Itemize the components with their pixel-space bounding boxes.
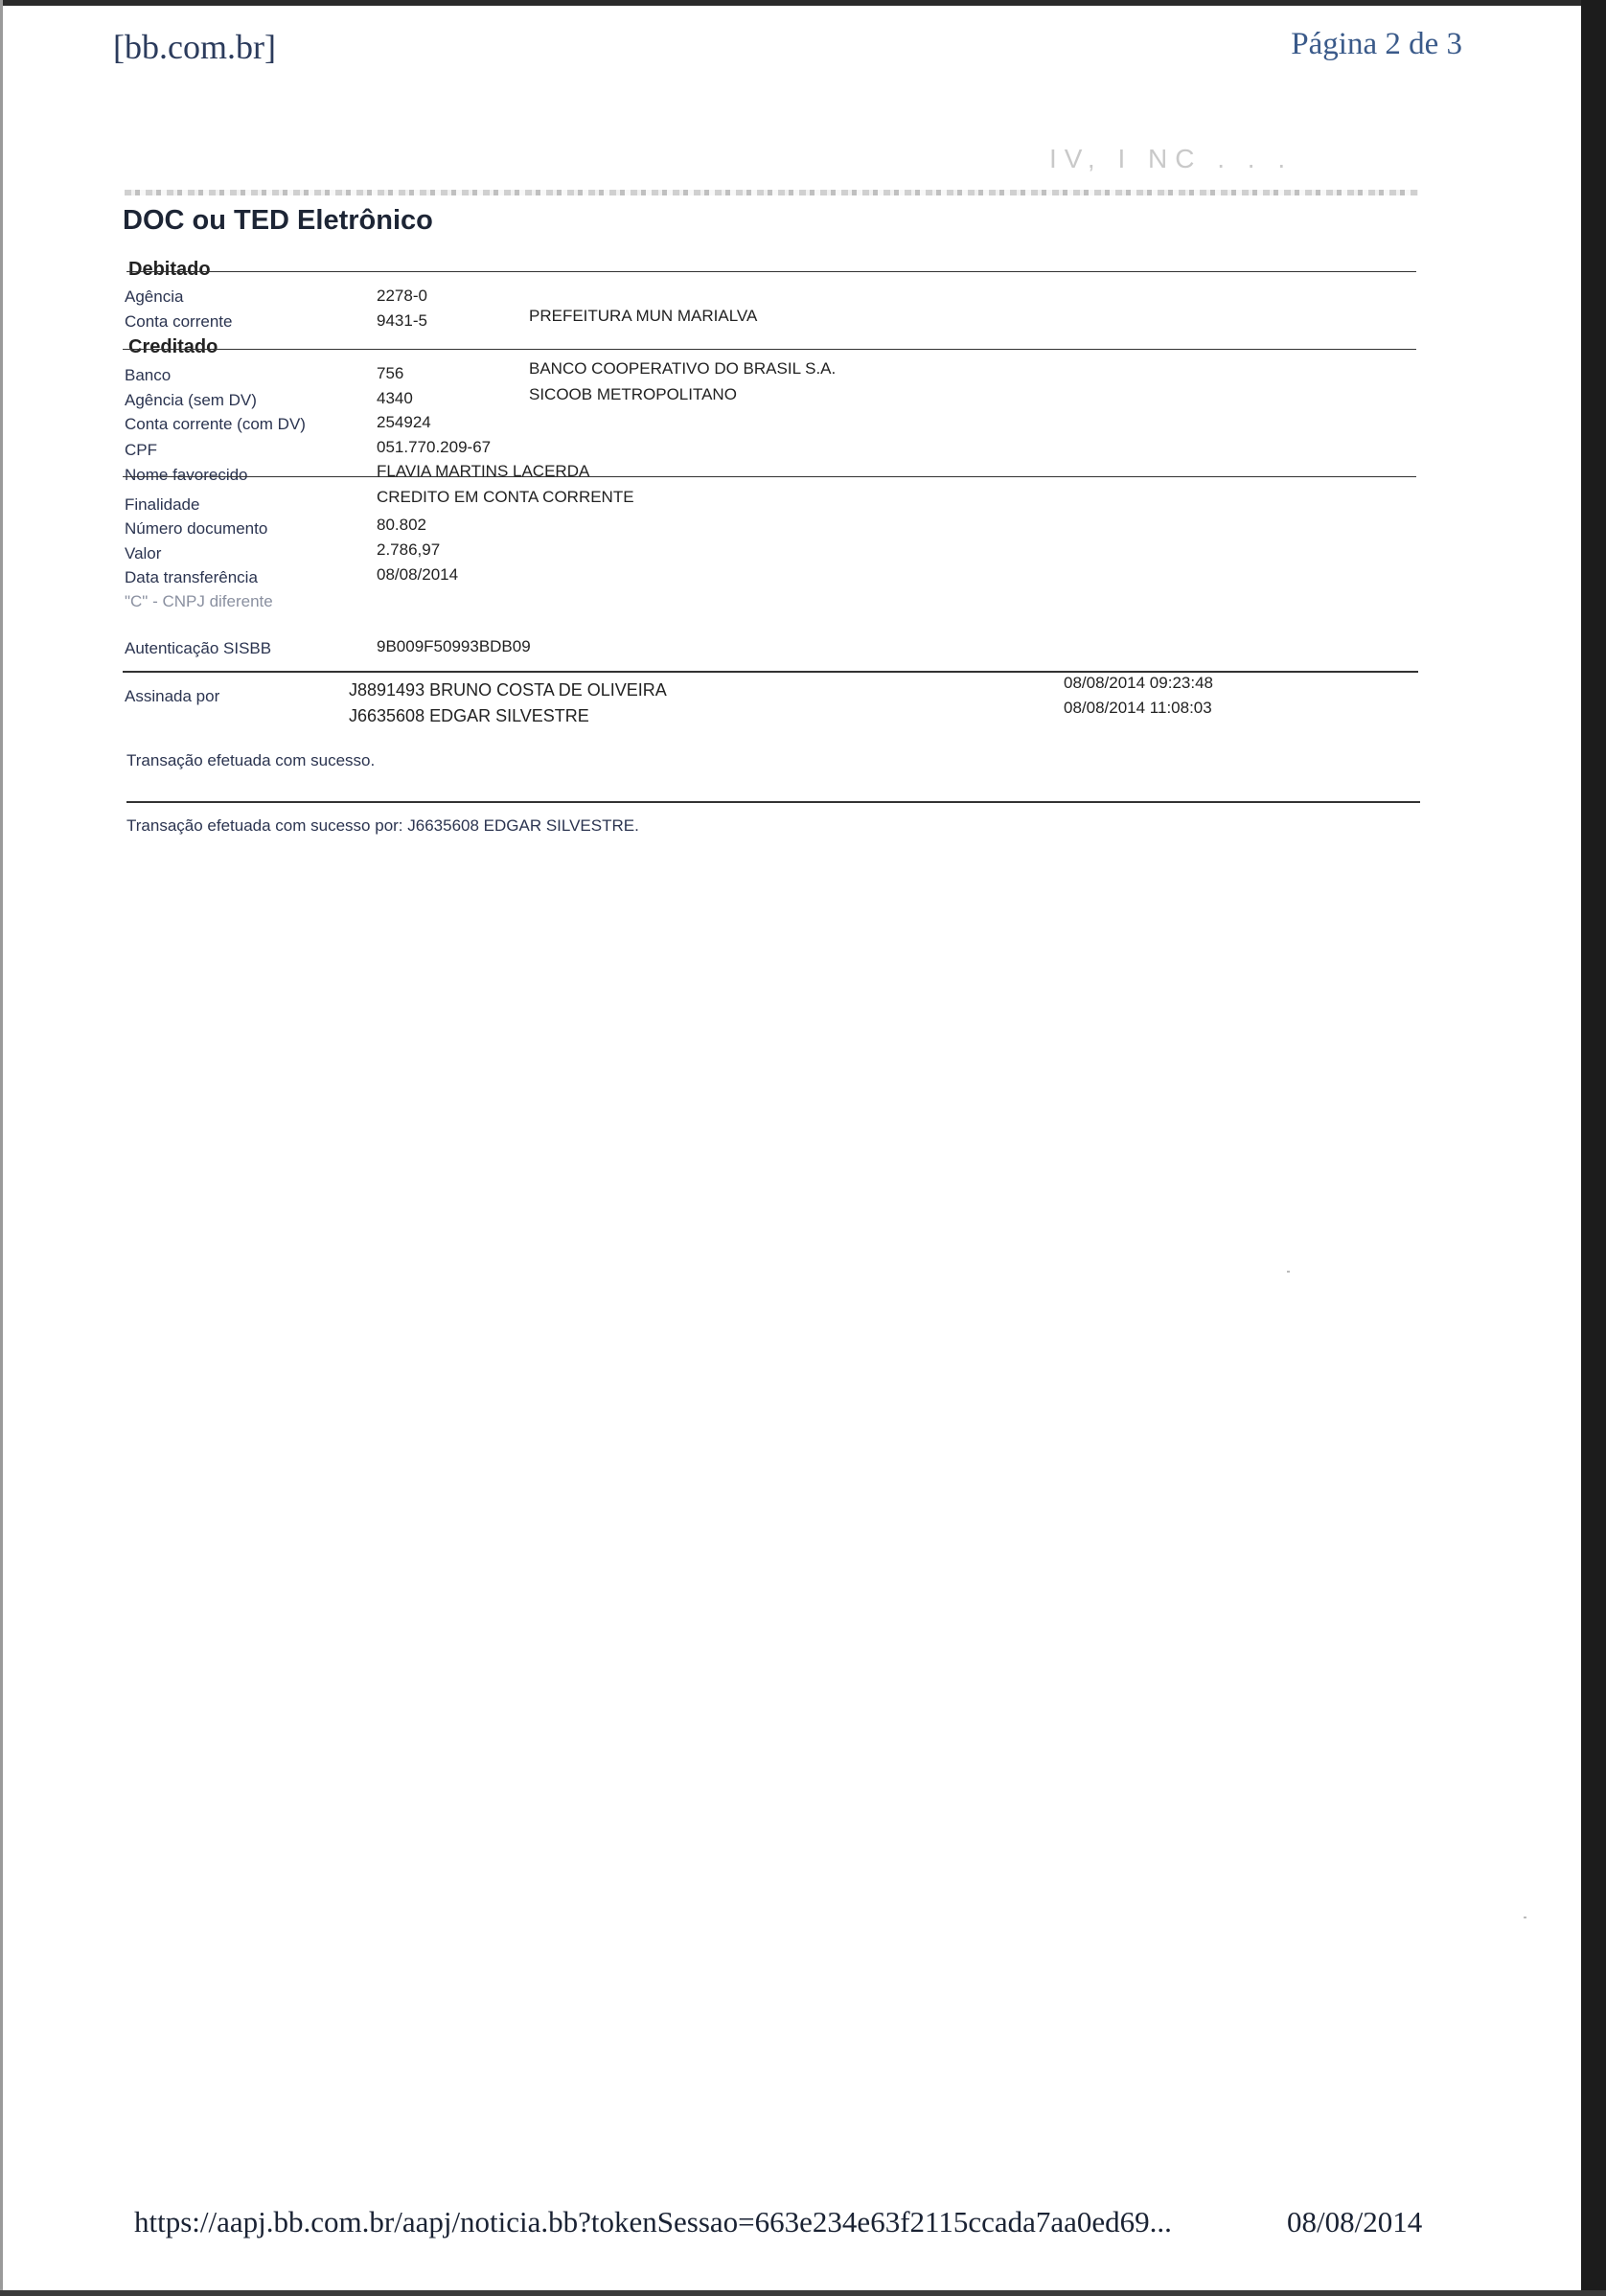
scan-edge-top	[0, 0, 1606, 6]
value-agencia-debito: 2278-0	[377, 287, 427, 305]
note-cnpj: "C" - CNPJ diferente	[125, 592, 273, 610]
value-numero-documento: 80.802	[377, 516, 426, 534]
label-assinada-por: Assinada por	[125, 687, 220, 705]
label-finalidade: Finalidade	[125, 495, 200, 514]
value-agencia-nome: SICOOB METROPOLITANO	[529, 385, 737, 403]
value-finalidade: CREDITO EM CONTA CORRENTE	[377, 488, 634, 506]
value-banco-nome: BANCO COOPERATIVO DO BRASIL S.A.	[529, 359, 837, 378]
label-cpf: CPF	[125, 441, 157, 459]
signer-2-time: 08/08/2014 11:08:03	[1064, 699, 1212, 717]
label-valor: Valor	[125, 544, 162, 563]
signer-1-time: 08/08/2014 09:23:48	[1064, 674, 1213, 692]
label-nome-favorecido: Nome favorecido	[125, 466, 248, 484]
scan-edge-right	[1581, 0, 1606, 2296]
footer-url: https://aapj.bb.com.br/aapj/noticia.bb?tokenSessao=663e234e63f2115ccada7aa0ed69...	[134, 2205, 1172, 2239]
value-agencia-credito: 4340	[377, 389, 413, 407]
value-conta-credito: 254924	[377, 413, 431, 431]
page-number: Página 2 de 3	[1291, 27, 1462, 61]
scan-speck	[1524, 1917, 1526, 1918]
value-cpf: 051.770.209-67	[377, 438, 492, 456]
label-conta-debito: Conta corrente	[125, 312, 233, 331]
label-numero-documento: Número documento	[125, 519, 268, 538]
scan-edge-bottom	[0, 2290, 1606, 2296]
section-debitado: Debitado	[128, 259, 211, 280]
label-banco: Banco	[125, 366, 172, 384]
divider	[126, 271, 1416, 272]
scan-speck	[1287, 1271, 1290, 1273]
signer-2: J6635608 EDGAR SILVESTRE	[349, 706, 589, 725]
header-site: [bb.com.br]	[113, 28, 276, 66]
value-conta-titular: PREFEITURA MUN MARIALVA	[529, 307, 758, 325]
scan-noise-rule	[125, 190, 1418, 195]
label-autenticacao: Autenticação SISBB	[125, 639, 272, 657]
value-conta-debito: 9431-5	[377, 311, 427, 330]
value-autenticacao: 9B009F50993BDB09	[377, 637, 531, 655]
divider	[123, 671, 1418, 673]
scan-edge-left	[0, 0, 3, 2296]
footer-date: 08/08/2014	[1287, 2205, 1423, 2239]
value-valor: 2.786,97	[377, 540, 441, 559]
divider	[123, 476, 1416, 477]
value-nome-favorecido: FLAVIA MARTINS LACERDA	[377, 462, 590, 480]
divider	[123, 349, 1416, 350]
faded-stamp: IV, I NC . . .	[1049, 144, 1294, 173]
value-banco: 756	[377, 364, 404, 382]
label-agencia-credito: Agência (sem DV)	[125, 391, 257, 409]
label-agencia-debito: Agência	[125, 287, 184, 306]
label-conta-credito: Conta corrente (com DV)	[125, 415, 306, 433]
status-message-final: Transação efetuada com sucesso por: J6635608 EDGAR SILVESTRE.	[126, 816, 639, 835]
document-title: DOC ou TED Eletrônico	[123, 205, 433, 236]
signer-1: J8891493 BRUNO COSTA DE OLIVEIRA	[349, 680, 667, 700]
divider	[126, 801, 1420, 803]
section-creditado: Creditado	[128, 336, 218, 357]
value-data-transferencia: 08/08/2014	[377, 565, 459, 584]
status-message: Transação efetuada com sucesso.	[126, 751, 376, 769]
label-data-transferencia: Data transferência	[125, 568, 258, 586]
